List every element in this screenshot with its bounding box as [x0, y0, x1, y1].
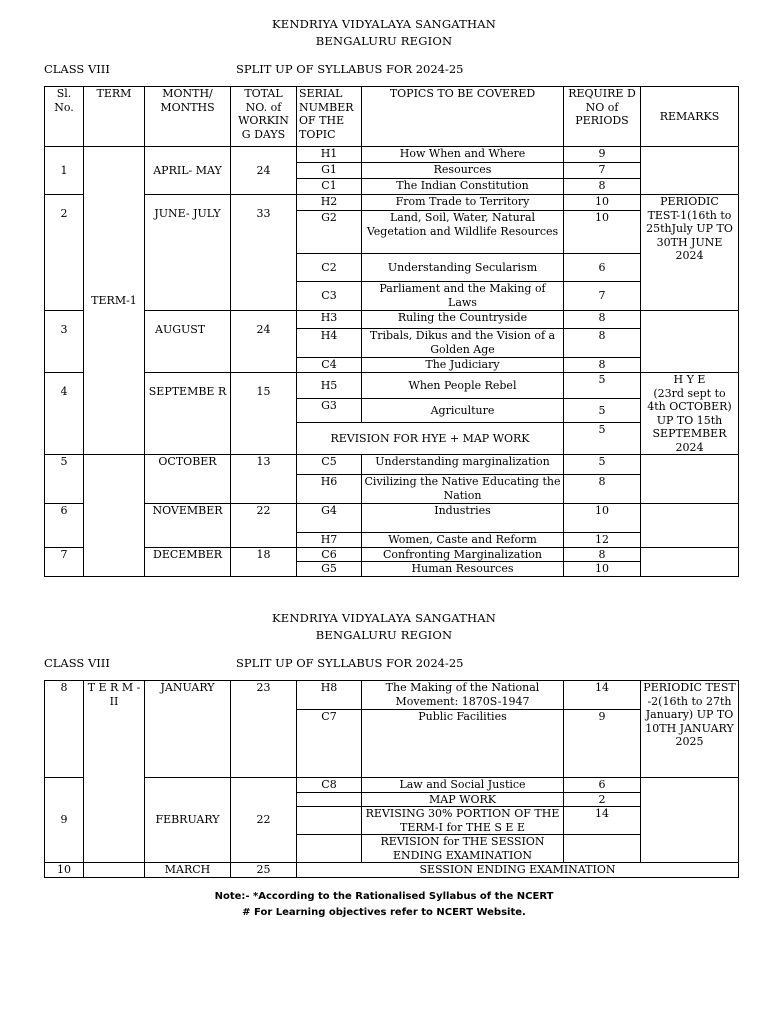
- topic-code: H6: [297, 475, 362, 504]
- region-name: BENGALURU REGION: [315, 34, 453, 48]
- topic-code: C2: [297, 254, 362, 282]
- topic-title: Industries: [362, 504, 564, 533]
- term-cell-blank: [84, 455, 145, 577]
- table-row: [45, 681, 739, 710]
- topic-periods: 5: [564, 373, 641, 399]
- sl-cell: 2: [45, 195, 84, 311]
- remarks-cell: [641, 778, 739, 863]
- remarks-hye: [641, 373, 739, 455]
- sl-cell: 3: [45, 311, 84, 373]
- term-cell-blank: [84, 863, 145, 878]
- topic-periods: 9: [564, 710, 641, 778]
- topic-title: Human Resources: [362, 562, 564, 577]
- col-header-serial: SERIAL NUMBER OF THE TOPIC: [297, 87, 362, 147]
- org-name: KENDRIYA VIDYALAYA SANGATHAN: [271, 17, 497, 31]
- col-header-periods: REQUIRE D NO of PERIODS: [564, 87, 641, 147]
- month-cell: APRIL- MAY: [145, 147, 231, 195]
- topic-title: From Trade to Territory: [362, 195, 564, 211]
- document-title-2: SPLIT UP OF SYLLABUS FOR 2024-25: [236, 656, 464, 670]
- sl-cell: 10: [45, 863, 84, 878]
- topic-title: REVISING 30% PORTION OF THE TERM-I for THE S E E: [362, 807, 564, 835]
- topic-periods: 10: [564, 195, 641, 211]
- org-name-2: KENDRIYA VIDYALAYA SANGATHAN: [271, 611, 497, 625]
- table-row: [45, 547, 739, 562]
- col-header-month: MONTH/ MONTHS: [145, 87, 231, 147]
- days-cell: 33: [231, 195, 297, 311]
- col-header-term: TERM: [84, 87, 145, 147]
- topic-periods: 8: [564, 547, 641, 562]
- topic-periods: [564, 835, 641, 863]
- topic-code: H4: [297, 329, 362, 358]
- topic-code: C6: [297, 547, 362, 562]
- topic-code: C3: [297, 282, 362, 311]
- days-cell: 24: [231, 147, 297, 195]
- topic-code: H1: [297, 147, 362, 163]
- sl-cell: 7: [45, 547, 84, 576]
- table-row: [45, 863, 739, 878]
- remarks-cell: [641, 547, 739, 576]
- month-cell: SEPTEMBE R: [145, 373, 231, 455]
- days-cell: 24: [231, 311, 297, 373]
- topic-periods: 10: [564, 211, 641, 254]
- sl-cell: 8: [45, 681, 84, 778]
- term-cell: TERM-1: [84, 147, 145, 455]
- remarks-cell: [641, 147, 739, 195]
- sl-cell: 6: [45, 504, 84, 548]
- topic-periods: 6: [564, 254, 641, 282]
- days-cell: 22: [231, 504, 297, 548]
- topic-title: Ruling the Countryside: [362, 311, 564, 329]
- exam-cell: SESSION ENDING EXAMINATION: [297, 863, 739, 878]
- month-cell: OCTOBER: [145, 455, 231, 504]
- table-row: [45, 373, 739, 399]
- region-name-2: BENGALURU REGION: [315, 628, 453, 642]
- topic-title: Civilizing the Native Educating the Nation: [362, 475, 564, 504]
- topic-title: Confronting Marginalization: [362, 547, 564, 562]
- topic-title: REVISION for THE SESSION ENDING EXAMINATION: [362, 835, 564, 863]
- month-cell: FEBRUARY: [145, 778, 231, 863]
- topic-title: The Making of the National Movement: 1870S-1947: [362, 681, 564, 710]
- topic-periods: 2: [564, 792, 641, 807]
- topic-periods: 9: [564, 147, 641, 163]
- topic-code: G4: [297, 504, 362, 533]
- syllabus-table-term1: [44, 86, 739, 577]
- month-cell: AUGUST: [145, 311, 231, 373]
- col-header-days: TOTAL NO. of WORKIN G DAYS: [231, 87, 297, 147]
- topic-title: Understanding Secularism: [362, 254, 564, 282]
- topic-title: Parliament and the Making of Laws: [362, 282, 564, 311]
- table-row: [45, 147, 739, 163]
- table-row: [45, 311, 739, 329]
- remarks-cell: [641, 504, 739, 548]
- topic-code: [297, 835, 362, 863]
- topic-title: Understanding marginalization: [362, 455, 564, 475]
- table-header-row: [45, 87, 739, 147]
- table-row: [45, 195, 739, 211]
- sl-cell: 9: [45, 778, 84, 863]
- topic-title: MAP WORK: [362, 792, 564, 807]
- topic-periods: 8: [564, 311, 641, 329]
- remarks-cell: [641, 455, 739, 504]
- topic-periods: 5: [564, 399, 641, 423]
- topic-code: [297, 807, 362, 835]
- days-cell: 13: [231, 455, 297, 504]
- table-row: [45, 504, 739, 533]
- topic-title: Land, Soil, Water, Natural Vegetation and Wildlife Resources: [362, 211, 564, 254]
- revision-periods: 5: [564, 423, 641, 455]
- days-cell: 15: [231, 373, 297, 455]
- term-cell: T E R M -II: [84, 681, 145, 863]
- document-title: SPLIT UP OF SYLLABUS FOR 2024-25: [236, 62, 464, 76]
- topic-title: The Judiciary: [362, 358, 564, 373]
- topic-code: [297, 792, 362, 807]
- syllabus-table-term2: [44, 680, 739, 878]
- topic-title: When People Rebel: [362, 373, 564, 399]
- note-line-1: Note:- *According to the Rationalised Syllabus of the NCERT: [214, 891, 554, 902]
- remarks-pt1: PERIODIC TEST-1(16th to 25thJuly UP TO 30TH JUNE 2024: [641, 195, 739, 311]
- topic-periods: 14: [564, 681, 641, 710]
- topic-periods: 8: [564, 358, 641, 373]
- days-cell: 25: [231, 863, 297, 878]
- topic-title: How When and Where: [362, 147, 564, 163]
- col-header-remarks: REMARKS: [641, 87, 739, 147]
- class-label: CLASS VIII: [44, 62, 110, 76]
- table-row: [45, 778, 739, 793]
- topic-code: C8: [297, 778, 362, 793]
- sl-cell: 5: [45, 455, 84, 504]
- topic-code: G5: [297, 562, 362, 577]
- col-header-sl: Sl. No.: [45, 87, 84, 147]
- remarks-hye-detail: (23rd sept to 4th OCTOBER) UP TO 15th SEPTEMBER 2024: [647, 386, 732, 454]
- topic-code: G3: [297, 399, 362, 423]
- topic-title: Tribals, Dikus and the Vision of a Golden Age: [362, 329, 564, 358]
- topic-code: C7: [297, 710, 362, 778]
- topic-code: H2: [297, 195, 362, 211]
- days-cell: 18: [231, 547, 297, 576]
- topic-periods: 5: [564, 455, 641, 475]
- topic-code: C1: [297, 179, 362, 195]
- topic-code: C4: [297, 358, 362, 373]
- col-header-topics: TOPICS TO BE COVERED: [362, 87, 564, 147]
- remarks-cell: [641, 311, 739, 373]
- topic-periods: 7: [564, 163, 641, 179]
- topic-code: H3: [297, 311, 362, 329]
- note-line-2: # For Learning objectives refer to NCERT Website.: [242, 907, 526, 918]
- topic-periods: 10: [564, 562, 641, 577]
- topic-title: Public Facilities: [362, 710, 564, 778]
- revision-title: REVISION FOR HYE + MAP WORK: [297, 423, 564, 455]
- topic-code: G2: [297, 211, 362, 254]
- topic-title: The Indian Constitution: [362, 179, 564, 195]
- month-cell: NOVEMBER: [145, 504, 231, 548]
- table-row: [45, 455, 739, 475]
- topic-title: Agriculture: [362, 399, 564, 423]
- topic-periods: 7: [564, 282, 641, 311]
- days-cell: 23: [231, 681, 297, 778]
- topic-title: Resources: [362, 163, 564, 179]
- topic-code: G1: [297, 163, 362, 179]
- class-label-2: CLASS VIII: [44, 656, 110, 670]
- topic-periods: 12: [564, 533, 641, 548]
- topic-code: H8: [297, 681, 362, 710]
- remarks-hye-title: H Y E: [673, 373, 706, 386]
- topic-code: C5: [297, 455, 362, 475]
- sl-cell: 4: [45, 373, 84, 455]
- topic-periods: 6: [564, 778, 641, 793]
- month-cell: JANUARY: [145, 681, 231, 778]
- topic-periods: 8: [564, 329, 641, 358]
- remarks-pt2: PERIODIC TEST -2(16th to 27th January) UP TO 10TH JANUARY 2025: [641, 681, 739, 778]
- month-cell: MARCH: [145, 863, 231, 878]
- topic-periods: 14: [564, 807, 641, 835]
- topic-title: Women, Caste and Reform: [362, 533, 564, 548]
- month-cell: JUNE- JULY: [145, 195, 231, 311]
- sl-cell: 1: [45, 147, 84, 195]
- topic-code: H7: [297, 533, 362, 548]
- topic-periods: 10: [564, 504, 641, 533]
- days-cell: 22: [231, 778, 297, 863]
- topic-code: H5: [297, 373, 362, 399]
- topic-periods: 8: [564, 475, 641, 504]
- month-cell: DECEMBER: [145, 547, 231, 576]
- topic-periods: 8: [564, 179, 641, 195]
- topic-title: Law and Social Justice: [362, 778, 564, 793]
